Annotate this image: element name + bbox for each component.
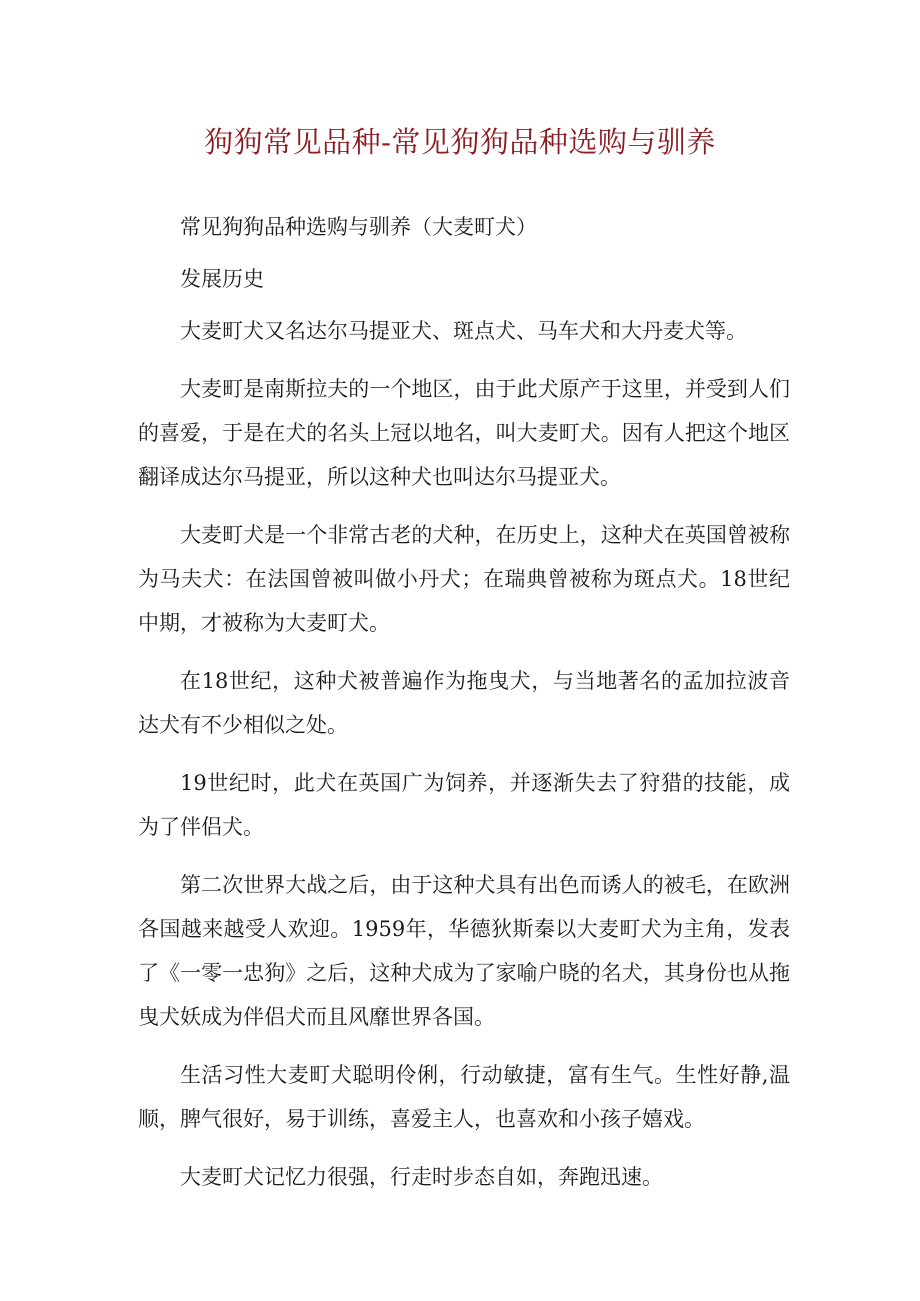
document-body xyxy=(138,205,790,1213)
paragraph: 大麦町犬又名达尔马提亚犬、斑点犬、马车犬和大丹麦犬等。 xyxy=(180,319,747,343)
section-heading-history: 发展历史 xyxy=(180,267,264,291)
paragraph: 在18世纪，这种犬被普遍作为拖曳犬，与当地著名的孟加拉波音达犬有不少相似之处。 xyxy=(138,669,790,737)
paragraph: 大麦町犬是一个非常古老的犬种，在历史上，这种犬在英国曾被称为马夫犬：在法国曾被叫做小丹犬；在瑞典曾被称为斑点犬。18世纪中期，才被称为大麦町犬。 xyxy=(138,523,790,635)
paragraph: 19世纪时，此犬在英国广为饲养，并逐渐失去了狩猎的技能，成为了伴侣犬。 xyxy=(138,771,790,839)
paragraph: 大麦町犬记忆力很强，行走时步态自如，奔跑迅速。 xyxy=(180,1165,663,1189)
subtitle-paragraph: 常见狗狗品种选购与驯养（大麦町犬） xyxy=(180,215,537,239)
paragraph: 生活习性大麦町犬聪明伶俐，行动敏捷，富有生气。生性好静,温顺，脾气很好，易于训练，喜爱主人，也喜欢和小孩子嬉戏。 xyxy=(138,1063,790,1131)
document-title: 狗狗常见品种-常见狗狗品种选购与驯养 xyxy=(204,125,716,159)
paragraph: 第二次世界大战之后，由于这种犬具有出色而诱人的被毛，在欧洲各国越来越受人欢迎。1959年，华德狄斯秦以大麦町犬为主角，发表了《一零一忠狗》之后，这种犬成为了家喻户晓的名犬，其身份也从拖曳犬妖成为伴侣犬而且风靡世界各国。 xyxy=(138,873,790,1029)
paragraph: 大麦町是南斯拉夫的一个地区，由于此犬原产于这里，并受到人们的喜爱，于是在犬的名头上冠以地名，叫大麦町犬。因有人把这个地区翻译成达尔马提亚，所以这种犬也叫达尔马提亚犬。 xyxy=(138,377,790,489)
